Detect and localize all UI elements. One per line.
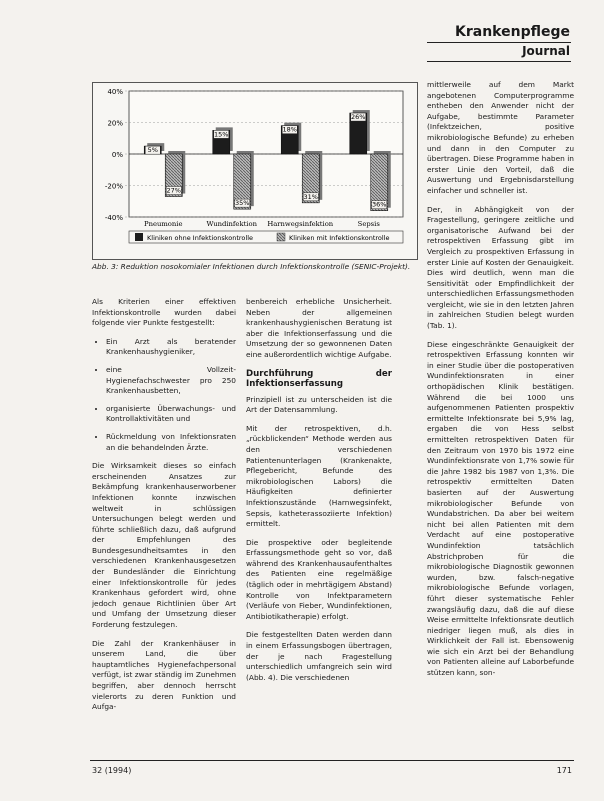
bar-chart [93, 83, 417, 259]
x-tick-label: Harnwegsinfektion [267, 220, 334, 228]
text-column-3 [427, 80, 574, 687]
bar-value-label: 35% [235, 199, 250, 208]
text-column-1 [92, 297, 236, 721]
paragraph: Die prospektive oder begleitende Erfassungsmethode geht so vor, daß während des Krankenhausaufenthaltes des Patienten eine regelmäßige (täglich oder in mehrtägigem Abstand) Kontrolle von Infektparametern (Verläufe von Fieber, Wundinfektionen, Antibiotikatherapie) erfolgt. [246, 537, 392, 621]
paragraph: Die Wirksamkeit dieses so einfach erscheinenden Ansatzes zur Bekämpfung krankenhauserworbener Infektionen konnte inzwischen weltweit in schlüssigen Untersuchungen belegt werden und führte schließlich dazu, daß aufgrund der Empfehlungen des Bundesgesundheitsamtes in den verschiedenen Krankenhausgesetzen der Bundesländer die Einrichtung einer Infektionskontrolle für jedes Krankenhaus gefordert wird, ohne jedoch genaue Richtlinien über Art und Umfang der Umsetzung dieser Forderung festzulegen. [92, 461, 236, 630]
paragraph: Die Zahl der Krankenhäuser in unserem Land, die über hauptamtliches Hygienefachpersonal verfügt, ist zwar ständig im Zunehmen begriffen, aber dennoch herrscht vielerorts zu deren Funktion und Aufga- [92, 638, 236, 712]
legend-swatch [277, 233, 285, 241]
paragraph: Als Kriterien einer effektiven Infektionskontrolle wurden dabei folgende vier Punkte festgestellt: [92, 297, 236, 328]
legend-label: Kliniken mit Infektionskontrolle [289, 234, 390, 242]
y-tick-label: -20% [104, 182, 123, 191]
x-tick-label: Sepsis [357, 220, 380, 228]
bar-value-label: 18% [282, 125, 297, 134]
bar-value-label: 31% [303, 192, 318, 201]
list-item: • Ein Arzt als beratender Krankenhaushygieniker, [106, 337, 236, 358]
figure-caption: Abb. 3: Reduktion nosokomialer Infektionen durch Infektionskontrolle (SENIC-Projekt). [92, 262, 411, 271]
paragraph: mittlerweile auf dem Markt angebotenen Computerprogramme entheben den Anwender nicht der Aufgabe, bestimmte Parameter (Infektzeichen, positive mikrobiologische Befunde) zu erheben und dann in den Computer zu übertragen. Diese Programme haben in erster Linie den Vorteil, daß die Auswertung und Ergebnisdarstellung einfacher und schneller ist. [427, 80, 574, 195]
list-item: • organisierte Überwachungs- und Kontrollaktivitäten und [106, 404, 236, 425]
journal-title: Krankenpflege [455, 24, 570, 40]
paragraph: Der, in Abhängigkeit von der Fragestellung, geringere zeitliche und organisatorische Aufwand bei der retrospektiven Erfassung gibt im Vergleich zu prospektiven Erfassung in erster Linie auf Kosten der Genauigkeit. Dies wird deutlich, wenn man die Sensitivität oder Empfindlichkeit der unterschiedlichen Erfassungsmethoden vergleicht, wie sie in den letzten Jahren in zahlreichen Studien belegt wurden (Tab. 1). [427, 204, 574, 331]
journal-subtitle: Journal [522, 44, 570, 58]
paragraph: Prinzipiell ist zu unterscheiden ist die Art der Datensammlung. [246, 394, 392, 415]
legend-label: Kliniken ohne Infektionskontrolle [147, 234, 254, 242]
bar-value-label: 5% [147, 146, 158, 155]
list-item: • Rückmeldung von Infektionsraten an die behandelnden Ärzte. [106, 432, 236, 453]
bar-value-label: 26% [351, 113, 366, 122]
header-rule [427, 61, 571, 62]
bar-chart-figure [92, 82, 418, 260]
list-item: • eine Vollzeit-Hygienefachschwester pro 250 Krankenhausbetten, [106, 365, 236, 397]
paragraph: benbereich erhebliche Unsicherheit. Neben der allgemeinen krankenhaushygienischen Beratung ist aber die Infektionserfassung und die Umsetzung der so gewonnenen Daten eine außerordentlich wichtige Aufgabe. [246, 297, 392, 359]
x-tick-label: Pneumonie [144, 220, 183, 228]
y-tick-label: 20% [107, 119, 123, 128]
y-tick-label: 0% [111, 151, 123, 159]
x-tick-label: Wundinfektion [206, 220, 257, 228]
bar-value-label: 36% [372, 200, 387, 209]
y-tick-label: 40% [107, 88, 123, 96]
bar-value-label: 15% [214, 130, 229, 139]
page-number: 171 [556, 766, 572, 775]
text-column-2 [246, 297, 392, 691]
legend-swatch [135, 233, 143, 241]
y-tick-label: -40% [104, 214, 123, 222]
paragraph: Diese eingeschränkte Genauigkeit der retrospektiven Erfassung konnten wir in einer Studie über die postoperativen Wundinfektionsraten in einer orthopädischen Klinik bestätigen. Während die bei 1000 uns aufgenommenen Patienten prospektiv ermittelte Infektionsrate bei 5,9% lag, ergaben die von Hess selbst ermittelten retrospektiven Daten für den Zeitraum von 1970 bis 1972 eine Wundinfektionsrate von 1,7% sowie für die Jahre 1982 bis 1987 von 1,3%. Die retrospektiv ermittelten Daten basierten auf der Auswertung mikrobiologischer Befunde von Wundabstrichen. Da aber bei weitem nicht bei allen Patienten mit dem Verdacht auf eine postoperative Wundinfektion tatsächlich Abstrichproben für die mikrobiologische Diagnostik gewonnen wurden, bzw. falsch-negative mikrobiologische Befunde vorlagen, führt dieser systematische Fehler zwangsläufig dazu, daß die auf diese Weise ermittelte Infektionsrate deutlich niedriger liegen muß, als dies in Wirklichkeit der Fall ist. Ebensowenig wie sich ein Arzt bei der Behandlung von Patienten alleine auf Laborbefunde stützen kann, son- [427, 339, 574, 678]
footer-rule [90, 760, 574, 761]
criteria-list [92, 337, 236, 453]
bar-value-label: 27% [166, 186, 181, 195]
section-heading: Durchführung der Infektionserfassung [246, 368, 392, 389]
paragraph: Mit der retrospektiven, d.h. „rückblickenden“ Methode werden aus den verschiedenen Patientenunterlagen (Krankenakte, Pflegebericht, Befunde des mikrobiologischen Labors) die Häufigkeiten definierter Infektionszustände (Harnwegsinfekt, Sepsis, katheterassoziierte Infektion) ermittelt. [246, 423, 392, 529]
header-rule [427, 42, 571, 43]
footer-volume: 32 (1994) [92, 766, 132, 775]
paragraph: Die festgestellten Daten werden dann in einem Erfassungsbogen übertragen, der je nach Fragestellung unterschiedlich umfangreich sein wird (Abb. 4). Die verschiedenen [246, 630, 392, 682]
